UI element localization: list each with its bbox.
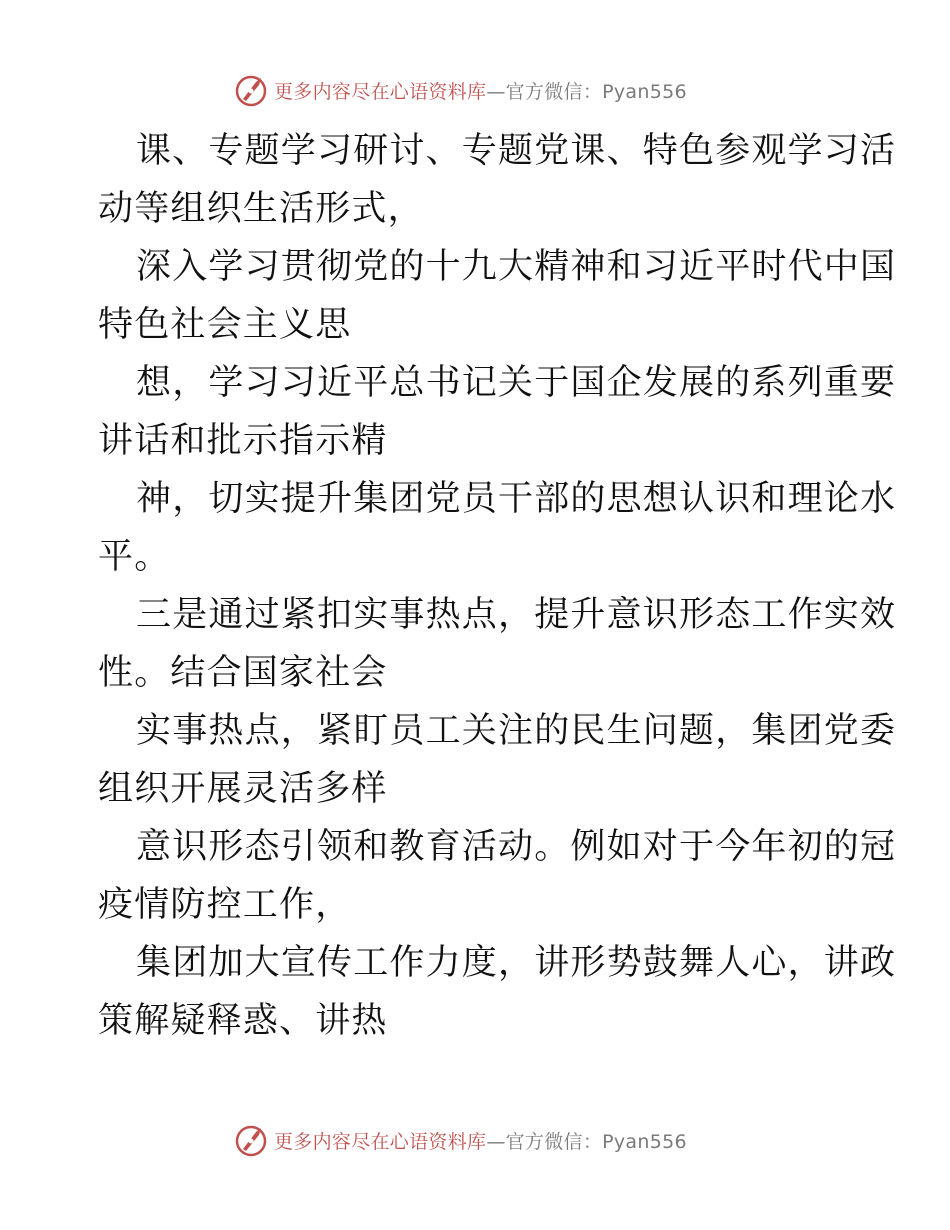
footer-watermark — [234, 1122, 687, 1158]
pen-nib-logo-icon — [234, 1122, 270, 1158]
header-watermark — [234, 72, 687, 108]
body-line: 实事热点，紧盯员工关注的民生问题，集团党委 — [136, 711, 897, 751]
body-line: 策解疑释惑、讲热 — [98, 1001, 388, 1041]
pen-nib-logo-icon — [234, 72, 270, 108]
body-line: 想，学习习近平总书记关于国企发展的系列重要 — [136, 363, 897, 403]
footer-contact-text: —官方微信：Pyan556 — [486, 1130, 687, 1153]
body-line: 集团加大宣传工作力度，讲形势鼓舞人心，讲政 — [136, 943, 897, 983]
body-line: 平。 — [98, 537, 171, 577]
footer-brand-text: 更多内容尽在心语资料库 — [274, 1130, 487, 1153]
header-contact-text: —官方微信：Pyan556 — [486, 80, 687, 103]
body-line: 课、专题学习研讨、专题党课、特色参观学习活 — [136, 131, 897, 171]
body-line: 疫情防控工作， — [98, 885, 352, 925]
body-line: 深入学习贯彻党的十九大精神和习近平时代中国 — [136, 247, 897, 287]
document-body — [98, 122, 897, 1050]
body-line: 神，切实提升集团党员干部的思想认识和理论水 — [136, 479, 897, 519]
body-line: 性。结合国家社会 — [98, 653, 388, 693]
body-line: 意识形态引领和教育活动。例如对于今年初的冠 — [136, 827, 897, 867]
body-line: 特色社会主义思 — [98, 305, 352, 345]
body-line: 讲话和批示指示精 — [98, 421, 388, 461]
body-line: 组织开展灵活多样 — [98, 769, 388, 809]
header-watermark-text — [274, 77, 687, 104]
footer-watermark-text — [274, 1127, 687, 1154]
body-line: 动等组织生活形式， — [98, 189, 424, 229]
header-brand-text: 更多内容尽在心语资料库 — [274, 80, 487, 103]
body-line: 三是通过紧扣实事热点，提升意识形态工作实效 — [136, 595, 897, 635]
